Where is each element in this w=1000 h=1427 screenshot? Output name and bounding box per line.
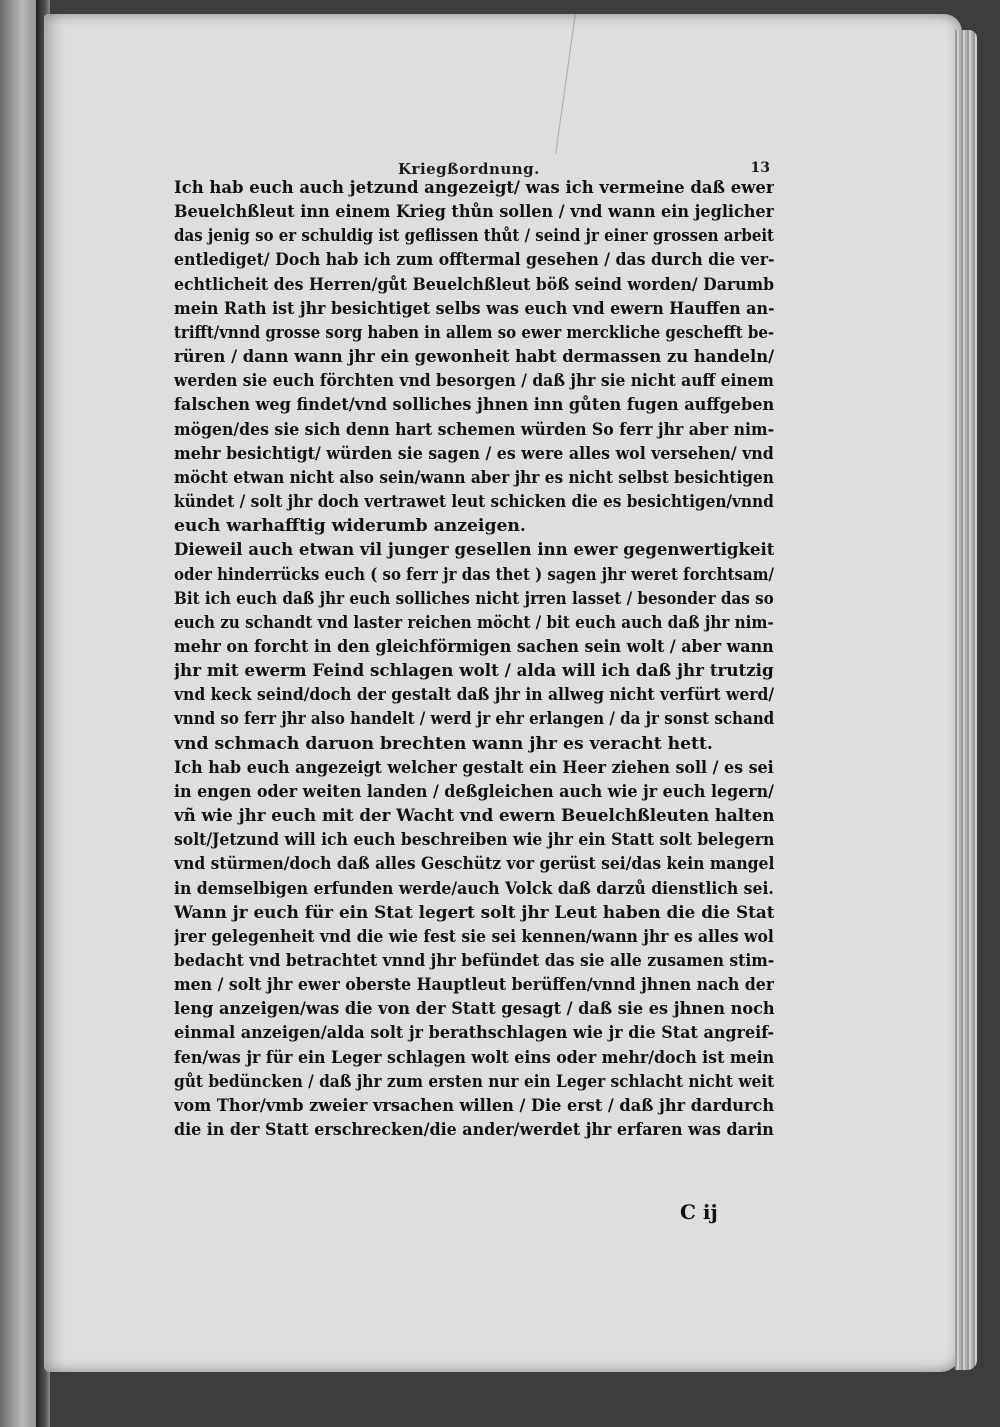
text-line: leng anzeigen/was die von der Statt gesagt / daß sie es jhnen noch: [174, 999, 775, 1020]
text-line: echtlicheit des Herren/gůt Beuelchßleut böß seind worden/ Darumb: [174, 274, 775, 295]
text-line: fen/was jr für ein Leger schlagen wolt eins oder mehr/doch ist mein: [174, 1047, 775, 1068]
signature-mark: C ij: [680, 1200, 718, 1224]
running-title: Kriegßordnung.: [398, 160, 540, 178]
text-line: vnnd so ferr jhr also handelt / werd jr ehr erlangen / da jr sonst schand: [174, 709, 775, 730]
body-text: [174, 176, 774, 1142]
text-line: jrer gelegenheit vnd die wie fest sie sei kennen/wann jhr es alles wol: [174, 926, 774, 947]
text-line: falschen weg findet/vnd solliches jhnen inn gůten fugen auffgeben: [174, 395, 774, 416]
text-line: euch warhafftig widerumb anzeigen.: [174, 516, 526, 537]
text-line: kündet / solt jhr doch vertrawet leut schicken die es besichtigen/vnnd: [174, 492, 774, 513]
text-line: solt/Jetzund will ich euch beschreiben wie jhr ein Statt solt belegern: [174, 830, 775, 851]
left-page-edge: [0, 0, 40, 1427]
text-line: oder hinderrücks euch ( so ferr jr das thet ) sagen jhr weret forchtsam/: [174, 564, 774, 585]
text-line: Dieweil auch etwan vil junger gesellen inn ewer gegenwertigkeit: [174, 540, 774, 561]
text-line: gůt bedüncken / daß jhr zum ersten nur ein Leger schlacht nicht weit: [174, 1071, 775, 1092]
text-line: vnd keck seind/doch der gestalt daß jhr in allweg nicht verfürt werd/: [174, 685, 775, 706]
text-line: vñ wie jhr euch mit der Wacht vnd ewern Beuelchßleuten halten: [174, 806, 775, 827]
text-line: euch zu schandt vnd laster reichen möcht / bit euch auch daß jhr nim-: [174, 612, 774, 633]
text-line: trifft/vnnd grosse sorg haben in allem so ewer merckliche geschefft be-: [174, 322, 774, 343]
text-line: die in der Statt erschrecken/die ander/werdet jhr erfaren was darin: [174, 1120, 774, 1141]
text-line: entlediget/ Doch hab ich zum offtermal gesehen / das durch die ver-: [174, 250, 775, 271]
text-line: Bit ich euch daß jhr euch solliches nicht jrren lasset / besonder das so: [174, 588, 774, 609]
text-line: mehr besichtigt/ würden sie sagen / es were alles wol versehen/ vnd: [174, 443, 774, 464]
text-line: men / solt jhr ewer oberste Hauptleut berüffen/vnnd jhnen nach der: [174, 975, 774, 996]
text-line: mein Rath ist jhr besichtiget selbs was euch vnd ewern Hauffen an-: [174, 298, 775, 319]
text-line: bedacht vnd betrachtet vnnd jhr befündet das sie alle zusamen stim-: [174, 951, 774, 971]
page-stack-edge: [955, 30, 977, 1370]
text-line: in demselbigen erfunden werde/auch Volck daß darzů dienstlich sei.: [174, 878, 774, 899]
folio-number: 13: [750, 160, 770, 176]
text-line: Ich hab euch auch jetzund angezeigt/ was ich vermeine daß ewer: [174, 178, 775, 198]
text-line: in engen oder weiten landen / deßgleichen auch wie jr euch legern/: [174, 781, 774, 802]
text-line: mehr on forcht in den gleichförmigen sachen sein wolt / aber wann: [174, 636, 774, 657]
text-line: mögen/des sie sich denn hart schemen würden So ferr jhr aber nim-: [174, 419, 774, 440]
text-line: das jenig so er schuldig ist geflissen thůt / seind jr einer grossen arbeit: [174, 226, 774, 247]
text-line: rüren / dann wann jhr ein gewonheit habt dermassen zu handeln/: [174, 347, 775, 368]
text-line: jhr mit ewerm Feind schlagen wolt / alda will ich daß jhr trutzig: [174, 661, 774, 682]
text-line: möcht etwan nicht also sein/wann aber jhr es nicht selbst besichtigen: [174, 467, 774, 488]
text-line: Wann jr euch für ein Stat legert solt jhr Leut haben die die Stat: [174, 902, 775, 923]
text-line: vnd schmach daruon brechten wann jhr es veracht hett.: [174, 733, 713, 754]
text-line: Beuelchßleut inn einem Krieg thůn sollen / vnd wann ein jeglicher: [174, 202, 774, 223]
text-line: einmal anzeigen/alda solt jr berathschlagen wie jr die Stat angreif-: [174, 1023, 775, 1044]
text-line: vnd stürmen/doch daß alles Geschütz vor gerüst sei/das kein mangel: [174, 854, 775, 875]
text-line: vom Thor/vmb zweier vrsachen willen / Die erst / daß jhr dardurch: [174, 1095, 775, 1116]
text-line: werden sie euch förchten vnd besorgen / daß jhr sie nicht auff einem: [174, 371, 774, 392]
text-line: Ich hab euch angezeigt welcher gestalt ein Heer ziehen soll / es sei: [174, 757, 774, 778]
